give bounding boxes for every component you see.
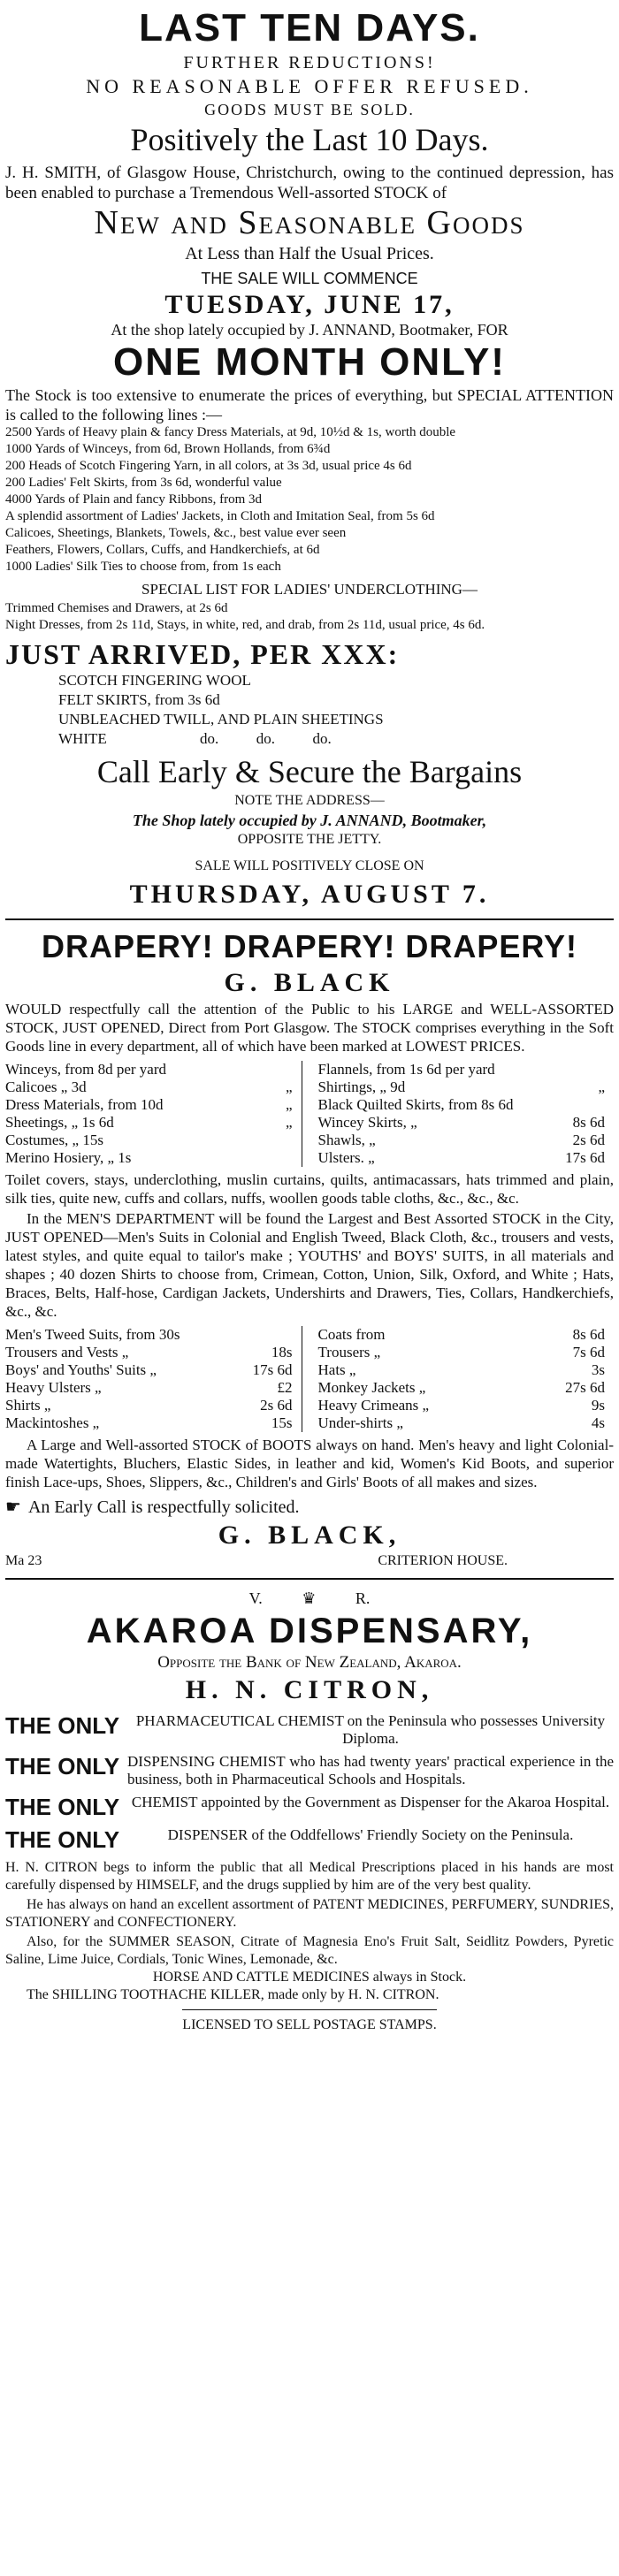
price-column-left	[5, 1061, 302, 1167]
note-the-address: NOTE THE ADDRESS—	[234, 793, 385, 808]
one-month-only: ONE MONTH ONLY!	[113, 340, 506, 384]
mens-column-right	[318, 1326, 615, 1432]
no-offer-refused: NO REASONABLE OFFER REFUSED.	[86, 75, 533, 97]
positively-last-10-days: Positively the Last 10 Days.	[130, 122, 489, 157]
price-row: Monkey Jackets „ 27s 6d	[317, 1379, 605, 1396]
less-than-half: At Less than Half the Usual Prices.	[185, 244, 434, 263]
price-row: Ulsters. „ 17s 6d	[317, 1149, 605, 1166]
sale-line: 1000 Yards of Winceys, from 6d, Brown Hollands, from 6¾d	[5, 442, 331, 456]
price-row: Coats from 8s 6d	[317, 1326, 605, 1343]
headline-akaroa-dispensary: AKAROA DISPENSARY,	[86, 1612, 533, 1650]
price-row: Merino Hosiery, „ 1s	[5, 1149, 132, 1166]
sale-line: 1000 Ladies' Silk Ties to choose from, from 1s each	[5, 560, 281, 574]
price-row: Costumes, „ 15s	[5, 1132, 103, 1148]
price-column-right	[318, 1061, 615, 1167]
special-list-underclothing: SPECIAL LIST FOR LADIES' UNDERCLOTHING—	[141, 581, 478, 598]
under-line: Trimmed Chemises and Drawers, at 2s 6d	[5, 601, 228, 615]
arrived-list	[5, 671, 614, 749]
cipher-r: R.	[355, 1589, 371, 1607]
price-table	[5, 1061, 614, 1167]
sale-line: Calicoes, Sheetings, Blankets, Towels, &c., best value ever seen	[5, 526, 347, 540]
the-only-item: THE ONLY CHEMIST appointed by the Government as Dispenser for the Akaroa Hospital.	[5, 1794, 610, 1820]
toothache-killer-text: The SHILLING TOOTHACHE KILLER, made only by H. N. CITRON.	[27, 1987, 439, 2002]
price-row: Heavy Ulsters „ £2	[5, 1379, 293, 1396]
price-row: Under-shirts „ 4s	[317, 1414, 605, 1431]
price-row: Hats „ 3s	[317, 1361, 605, 1378]
headline-last-ten-days: LAST TEN DAYS.	[139, 6, 480, 50]
g-black-signature: G. BLACK,	[218, 1520, 401, 1550]
pointing-hand-icon: ☛	[5, 1498, 21, 1517]
cipher-v: V.	[248, 1589, 263, 1607]
royal-cipher	[5, 1587, 614, 1610]
price-row: Calicoes „ 3d „	[5, 1078, 293, 1095]
further-reductions: FURTHER REDUCTIONS!	[183, 53, 436, 72]
sale-close-on: SALE WILL POSITIVELY CLOSE ON	[195, 858, 424, 873]
date-end: THURSDAY, AUGUST 7.	[129, 880, 490, 909]
price-row: Sheetings, „ 1s 6d „	[5, 1114, 293, 1131]
akaroa-dispensary-advert	[5, 1587, 614, 2035]
price-row: Trousers and Vests „ 18s	[5, 1344, 293, 1360]
price-row: Boys' and Youths' Suits „ 17s 6d	[5, 1361, 293, 1378]
arrived-item: SCOTCH FINGERING WOOL	[58, 672, 251, 689]
prescriptions-text: H. N. CITRON begs to inform the public that all Medical Prescriptions placed in his hands are most carefully dispensed by HIMSELF, and the drugs supplied by him are of the very best quality.	[5, 1860, 614, 1893]
new-seasonable-goods: New and Seasonable Goods	[94, 204, 525, 241]
mens-price-table	[5, 1326, 614, 1432]
underclothing-lines	[5, 600, 614, 634]
arrived-item: UNBLEACHED TWILL, AND PLAIN SHEETINGS	[58, 711, 384, 728]
horse-cattle-text: HORSE AND CATTLE MEDICINES always in Stock.	[152, 1970, 467, 1985]
sale-line: 200 Heads of Scotch Fingering Yarn, in all colors, at 3s 3d, usual price 4s 6d	[5, 459, 412, 473]
smith-intro: J. H. SMITH, of Glasgow House, Christchurch, owing to the continued depression, has been enabled to purchase a Tremendous Well-assorted STOCK of	[5, 164, 614, 202]
crown-icon: ♛	[302, 1589, 317, 1607]
postage-stamps-text: LICENSED TO SELL POSTAGE STAMPS.	[182, 2017, 437, 2032]
mens-department-text: In the MEN'S DEPARTMENT will be found the Largest and Best Assorted STOCK in the City, JUST OPENED—Men's Suits in Colonial and English Tweed, Black Cloth, &c., trousers and vests, latest styles, and quite equal to tailor's make ; YOUTHS' and BOYS' SUITS, in all materials and shapes ; 40 dozen Shirts to choose from, Crimean, Cotton, Union, Silk, Oxford, and White ; Hats, Braces, Belts, Half-hose, Cardigan Jackets, Undershirts and Drawers, Ties, Collars, Handkerchiefs, &c., &c.	[5, 1210, 614, 1320]
boots-text: A Large and Well-assorted STOCK of BOOTS always on hand. Men's heavy and light Colonial-made Watertights, Bluchers, Elastic Sides, in leather and kid, Women's Kid Boots, and superior finish Lace-ups, Shoes, Slippers, &c., Children's and Girls' Boots of all makes and sizes.	[5, 1437, 614, 1490]
column-rule	[5, 1578, 614, 1580]
the-only-list	[5, 1712, 614, 1854]
date-code: Ma 23	[5, 1553, 42, 1568]
always-on-hand-text: He has always on hand an excellent assortment of PATENT MEDICINES, PERFUMERY, SUNDRIES, STATIONERY and CONFECTIONERY.	[5, 1897, 614, 1930]
sale-line: 2500 Yards of Heavy plain & fancy Dress Materials, at 9d, 10½d & 1s, worth double	[5, 425, 456, 439]
sale-line: Feathers, Flowers, Collars, Cuffs, and Handkerchiefs, at 6d	[5, 543, 320, 557]
arrived-item: FELT SKIRTS, from 3s 6d	[58, 691, 220, 708]
price-row: Shawls, „ 2s 6d	[317, 1132, 605, 1148]
citron-name: H. N. CITRON,	[185, 1675, 434, 1704]
sale-line: A splendid assortment of Ladies' Jackets, in Cloth and Imitation Seal, from 5s 6d	[5, 509, 435, 523]
sale-will-commence: THE SALE WILL COMMENCE	[201, 270, 418, 287]
price-row: Wincey Skirts, „ 8s 6d	[317, 1114, 605, 1131]
price-row: Winceys, from 8d per yard	[5, 1061, 167, 1078]
toilet-covers-text: Toilet covers, stays, underclothing, muslin curtains, quilts, antimacassars, hats trimmed and plain, silk ties, quite new, cuffs and collars, nuffs, woollen goods table cloths, &c., &c., &c.	[5, 1171, 614, 1207]
opposite-the-jetty: OPPOSITE THE JETTY.	[237, 832, 382, 847]
early-call-line	[5, 1495, 614, 1520]
sale-line: 200 Ladies' Felt Skirts, from 3s 6d, wonderful value	[5, 476, 282, 490]
g-black-name: G. BLACK	[224, 968, 395, 997]
stock-too-extensive: The Stock is too extensive to enumerate the prices of everything, but SPECIAL ATTENTION is called to the following lines :—	[5, 386, 614, 423]
at-the-shop: At the shop lately occupied by J. ANNAND, Bootmaker, FOR	[111, 321, 508, 339]
newspaper-page	[0, 5, 619, 2576]
date-start: TUESDAY, JUNE 17,	[164, 290, 455, 319]
smith-sale-advert	[5, 5, 614, 911]
early-call-text: An Early Call is respectfully solicited.	[27, 1498, 300, 1517]
headline-drapery: DRAPERY! DRAPERY! DRAPERY!	[41, 928, 578, 964]
price-row: Heavy Crimeans „ 9s	[317, 1397, 605, 1414]
just-arrived: JUST ARRIVED, PER XXX:	[5, 638, 400, 670]
signature-footer	[5, 1551, 614, 1571]
opposite-bank: Opposite the Bank of New Zealand, Akaroa.	[157, 1653, 462, 1672]
call-early-bargains: Call Early & Secure the Bargains	[96, 754, 523, 789]
price-row: Shirts „ 2s 6d	[5, 1397, 293, 1414]
the-only-item: THE ONLY DISPENSER of the Oddfellows' Friendly Society on the Peninsula.	[5, 1826, 574, 1853]
price-row: Trousers „ 7s 6d	[317, 1344, 605, 1360]
sale-line: 4000 Yards of Plain and fancy Ribbons, from 3d	[5, 492, 262, 507]
black-intro: WOULD respectfully call the attention of the Public to his LARGE and WELL-ASSORTED STOCK, JUST OPENED, Direct from Port Glasgow. The STOCK comprises everything in the Soft Goods line in every department, all of which have been marked at LOWEST PRICES.	[5, 1001, 614, 1055]
price-row: Flannels, from 1s 6d per yard	[317, 1061, 495, 1078]
black-drapery-advert	[5, 927, 614, 1571]
price-row: Black Quilted Skirts, from 8s 6d	[317, 1096, 514, 1113]
the-only-item: THE ONLY DISPENSING CHEMIST who has had twenty years' practical experience in the business, both in Pharmaceutical Schools and Hospitals.	[5, 1753, 614, 1787]
price-row: Dress Materials, from 10d „	[5, 1096, 293, 1113]
column-rule	[5, 918, 614, 920]
mens-column-left	[5, 1326, 302, 1432]
sale-lines	[5, 424, 614, 575]
goods-must-be-sold: GOODS MUST BE SOLD.	[204, 101, 415, 118]
price-row: Shirtings, „ 9d „	[317, 1078, 605, 1095]
the-only-item: THE ONLY PHARMACEUTICAL CHEMIST on the Peninsula who possesses University Diploma.	[5, 1712, 606, 1747]
short-rule	[182, 2009, 437, 2010]
under-line: Night Dresses, from 2s 11d, Stays, in white, red, and drab, from 2s 11d, usual price, 4s 6d.	[5, 618, 485, 632]
price-row: Men's Tweed Suits, from 30s	[5, 1326, 180, 1343]
shop-lately-occupied: The Shop lately occupied by J. ANNAND, Bootmaker,	[132, 812, 487, 829]
price-row: Mackintoshes „ 15s	[5, 1414, 293, 1431]
arrived-item: WHITE do. do. do.	[58, 730, 332, 747]
summer-season-text: Also, for the SUMMER SEASON, Citrate of Magnesia Eno's Fruit Salt, Seidlitz Powders, Pyretic Saline, Lime Juice, Cordials, Tonic Wines, Lemonade, &c.	[5, 1934, 614, 1967]
criterion-house: CRITERION HOUSE.	[378, 1553, 508, 1568]
